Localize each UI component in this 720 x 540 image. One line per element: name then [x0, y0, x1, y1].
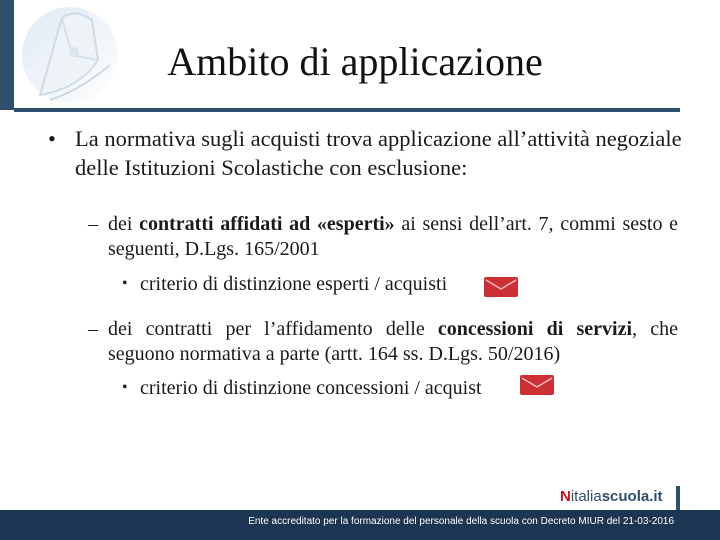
brand-name-part1: italia — [570, 488, 602, 505]
sub-item-suffix: , che seguono normativa a parte (artt. 164 ss. D.Lgs. 50/2016) — [108, 318, 678, 365]
envelope-icon[interactable] — [484, 277, 518, 297]
sub-item-text — [108, 317, 678, 367]
bullet-glyph: • — [122, 379, 128, 396]
criterion-text: criterio di distinzione esperti / acquisti — [140, 273, 448, 295]
brand-logo — [560, 486, 682, 508]
main-bullet — [48, 124, 688, 182]
criterion-text: criterio di distinzione concessioni / acquist — [140, 377, 482, 399]
criterion-esperti — [122, 272, 447, 297]
sub-item-prefix: dei — [108, 213, 140, 235]
brand-mark-icon: N — [560, 488, 571, 505]
pen-nib-logo-icon — [0, 0, 120, 110]
dash-glyph: – — [88, 318, 98, 340]
sub-item-concessioni — [88, 317, 678, 367]
page-title: Ambito di applicazione — [167, 39, 543, 84]
bullet-glyph: • — [48, 126, 56, 151]
main-bullet-text: La normativa sugli acquisti trova applicazione all’attività negoziale delle Istituzioni Scolastiche con esclusione: — [75, 126, 682, 180]
sub-item-keyword: contratti affidati ad «esperti» — [139, 213, 395, 235]
criterion-concessioni — [122, 376, 482, 401]
brand-name-part2: scuola.it — [601, 488, 663, 505]
sub-item-keyword: concessioni di servizi — [437, 318, 633, 340]
envelope-icon[interactable] — [520, 375, 554, 395]
sub-item-prefix: dei contratti per l’affidamento delle — [108, 318, 438, 340]
title-divider — [14, 108, 680, 112]
footer-text: Ente accreditato per la formazione del personale della scuola con Decreto MIUR del 21-03-2016 — [248, 516, 674, 527]
sub-item-suffix: ai sensi dell’art. 7, commi sesto e seguenti, D.Lgs. 165/2001 — [108, 213, 679, 260]
dash-glyph: – — [88, 213, 98, 235]
bullet-glyph: • — [122, 275, 128, 292]
sub-item-text — [108, 212, 678, 262]
sub-item-esperti — [88, 212, 678, 262]
